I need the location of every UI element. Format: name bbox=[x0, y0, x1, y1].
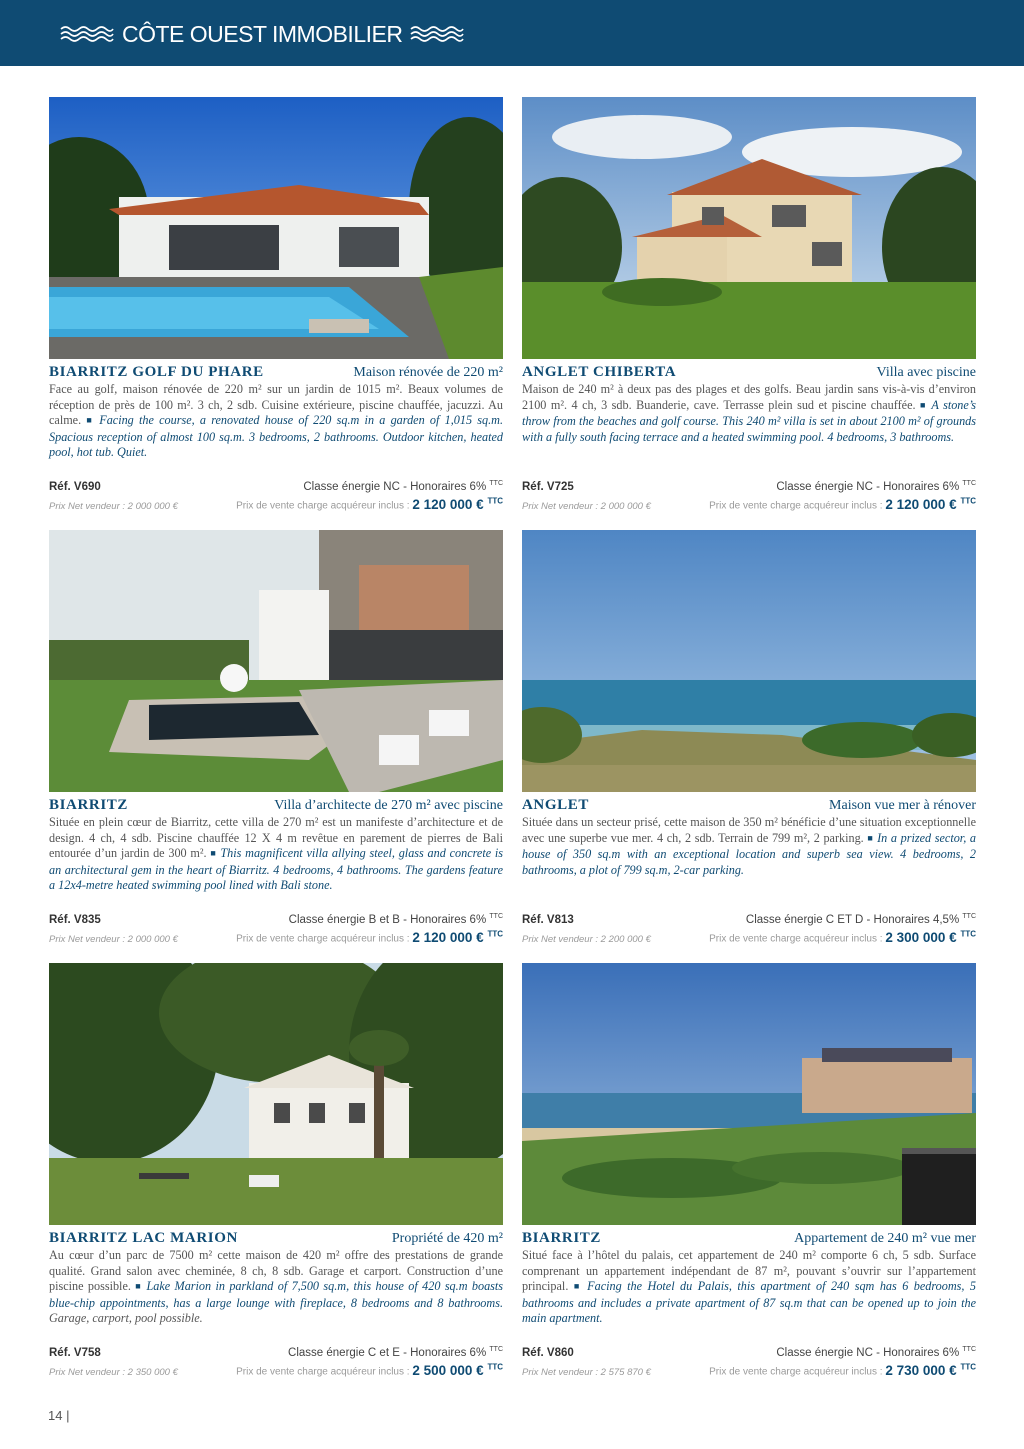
property-type: Villa avec piscine bbox=[876, 365, 976, 380]
listing-meta bbox=[522, 480, 976, 514]
sale-price: 2 500 000 € bbox=[412, 1362, 484, 1378]
square-bullet-icon: ■ bbox=[573, 1281, 582, 1292]
ttc-label: TTC bbox=[962, 1346, 976, 1353]
description-fr: Au cœur d’un parc de 7500 m² cette maison de 420 m² offre des prestations de grande qualité. Grand salon avec cheminée, 8 ch, 8 sdb. Garage et carport. Construction d’une piscine possible. bbox=[49, 1248, 503, 1294]
reference-number: Réf. V835 bbox=[49, 913, 101, 926]
listing-meta bbox=[49, 1346, 503, 1380]
sale-price: 2 120 000 € bbox=[412, 929, 484, 945]
brand-name: CÔTE OUEST IMMOBILIER bbox=[122, 20, 403, 47]
listing-card[interactable] bbox=[49, 97, 504, 512]
energy-class: Classe énergie C ET D - Honoraires 4,5% $^{TTC}$ bbox=[745, 913, 976, 926]
brand-logo[interactable] bbox=[60, 20, 464, 48]
description-fr: Située dans un secteur prisé, cette maison de 350 m² bénéficie d’une situation exceptionnelle avec une superbe vue mer. 4 ch, 2 sdb. Terrain de 799 m², 2 parking. bbox=[522, 815, 976, 845]
property-type: Appartement de 240 m² vue mer bbox=[794, 1231, 976, 1246]
net-seller-price: Prix Net vendeur : 2 000 000 € bbox=[522, 500, 651, 512]
price-line bbox=[236, 496, 503, 512]
reference-number: Réf. V860 bbox=[522, 1346, 574, 1359]
price-label: Prix de vente charge acquéreur inclus : bbox=[709, 500, 883, 512]
page-number: 14 | bbox=[48, 1408, 70, 1423]
net-seller-price: Prix Net vendeur : 2 200 000 € bbox=[522, 933, 651, 945]
description-en: Facing the course, a renovated house of 220 sq.m in a garden of 1,015 sq.m. Spacious reception of almost 100 sq.m. 3 bedrooms, 2 bathrooms. Outdoor kitchen, heated pool, hot tub. Quiet. bbox=[49, 413, 504, 460]
property-photo[interactable] bbox=[49, 530, 503, 792]
header-bar bbox=[0, 0, 1024, 66]
ttc-label: TTC bbox=[489, 480, 503, 487]
property-photo[interactable] bbox=[522, 97, 976, 359]
property-type: Propriété de 420 m² bbox=[391, 1231, 503, 1246]
ttc-label: TTC bbox=[962, 480, 976, 487]
property-description bbox=[522, 1248, 976, 1342]
property-type: Maison rénovée de 220 m² bbox=[353, 365, 503, 380]
ttc-label: TTC bbox=[960, 496, 976, 505]
property-type: Villa d’architecte de 270 m² avec piscine bbox=[274, 798, 503, 813]
reference-number: Réf. V690 bbox=[49, 480, 101, 493]
reference-number: Réf. V725 bbox=[522, 480, 574, 493]
waves-icon bbox=[60, 24, 114, 44]
energy-class: Classe énergie NC - Honoraires 6% $^{TTC}$ bbox=[776, 480, 976, 493]
sale-price: 2 120 000 € bbox=[885, 496, 957, 512]
property-city: ANGLET CHIBERTA bbox=[522, 364, 677, 380]
price-label: Prix de vente charge acquéreur inclus : bbox=[709, 1366, 883, 1378]
listing-card[interactable] bbox=[522, 530, 976, 945]
description-fr: Face au golf, maison rénovée de 220 m² sur un jardin de 1015 m². Beaux volumes de réception de près de 100 m². 3 ch, 2 sdb. Cuisine extérieure, piscine chauffée, jacuzzi. Au calme. bbox=[49, 382, 503, 428]
net-seller-price: Prix Net vendeur : 2 575 870 € bbox=[522, 1366, 651, 1378]
ttc-label: TTC bbox=[962, 913, 976, 920]
property-description bbox=[49, 1248, 503, 1342]
property-type: Maison vue mer à rénover bbox=[829, 798, 976, 813]
energy-class: Classe énergie NC - Honoraires 6% $^{TTC}$ bbox=[776, 1346, 976, 1359]
reference-number: Réf. V813 bbox=[522, 913, 574, 926]
price-line bbox=[709, 1362, 976, 1378]
listing-card[interactable] bbox=[49, 530, 504, 945]
property-city: BIARRITZ bbox=[522, 1230, 601, 1246]
ttc-label: TTC bbox=[489, 913, 503, 920]
description-fr: Située en plein cœur de Biarritz, cette villa de 270 m² est un manifeste d’architecture et de design. 4 ch, 4 sdb. Piscine chauffée 12 X 4 m revêtue en parement de pierres de Bali entourée d’un jardin de 300 m². bbox=[49, 815, 503, 861]
net-seller-price: Prix Net vendeur : 2 350 000 € bbox=[49, 1366, 178, 1378]
ttc-label: TTC bbox=[487, 929, 503, 938]
property-photo[interactable] bbox=[49, 97, 503, 359]
ttc-label: TTC bbox=[960, 1362, 976, 1371]
property-photo[interactable] bbox=[522, 530, 976, 792]
listing-card[interactable] bbox=[49, 963, 504, 1378]
price-line bbox=[709, 929, 976, 945]
listing-meta bbox=[522, 1346, 976, 1380]
property-description bbox=[49, 815, 503, 909]
description-en: Lake Marion in parkland of 7,500 sq.m, this house of 420 sq.m boasts blue-chip appointments, has a large lounge with fireplace, 8 bedrooms and 8 bathrooms. bbox=[49, 1279, 504, 1310]
sale-price: 2 730 000 € bbox=[885, 1362, 957, 1378]
property-city: ANGLET bbox=[522, 797, 589, 813]
square-bullet-icon: ■ bbox=[920, 399, 927, 410]
sale-price: 2 120 000 € bbox=[412, 496, 484, 512]
property-description bbox=[522, 815, 976, 909]
description-en-extra: Garage, carport, pool possible. bbox=[49, 1311, 203, 1326]
listing-meta bbox=[522, 913, 976, 947]
property-description bbox=[49, 382, 503, 476]
description-fr: Situé face à l’hôtel du palais, cet appartement de 240 m² comporte 6 ch, 5 sdb. Surface comprenant un appartement indépendant de 87 m², pouvant s’ouvrir sur l’appartement principal. bbox=[522, 1248, 976, 1294]
net-seller-price: Prix Net vendeur : 2 000 000 € bbox=[49, 500, 178, 512]
energy-class: Classe énergie B et B - Honoraires 6% $^{TTC}$ bbox=[288, 913, 503, 926]
listing-card[interactable] bbox=[522, 97, 977, 512]
ttc-label: TTC bbox=[960, 929, 976, 938]
price-label: Prix de vente charge acquéreur inclus : bbox=[236, 1366, 410, 1378]
price-label: Prix de vente charge acquéreur inclus : bbox=[709, 933, 883, 945]
description-en: A stone’s throw from the beaches and golf course. This 240 m² villa is set in about 2100 m² of grounds with a fully south facing terrace and a heated swimming pool. 4 bedrooms, 3 bathrooms. bbox=[522, 397, 977, 444]
ttc-label: TTC bbox=[487, 1362, 503, 1371]
description-en: In a prized sector, a house of 350 sq.m with an exceptional location and superb sea view. 4 bedrooms, 2 bathrooms, a plot of 799 sq.m, 2-car parking. bbox=[522, 830, 976, 877]
energy-class: Classe énergie C et E - Honoraires 6% $^{TTC}$ bbox=[288, 1346, 503, 1359]
property-photo[interactable] bbox=[522, 963, 976, 1225]
sale-price: 2 300 000 € bbox=[885, 929, 957, 945]
listing-meta bbox=[49, 913, 503, 947]
property-city: BIARRITZ GOLF DU PHARE bbox=[49, 364, 264, 380]
price-line bbox=[709, 496, 976, 512]
price-label: Prix de vente charge acquéreur inclus : bbox=[236, 500, 410, 512]
ttc-label: TTC bbox=[487, 496, 503, 505]
waves-icon bbox=[410, 24, 464, 44]
square-bullet-icon: ■ bbox=[135, 1281, 143, 1292]
property-city: BIARRITZ bbox=[49, 797, 128, 813]
price-line bbox=[236, 1362, 503, 1378]
property-photo[interactable] bbox=[49, 963, 503, 1225]
reference-number: Réf. V758 bbox=[49, 1346, 101, 1359]
square-bullet-icon: ■ bbox=[867, 832, 874, 843]
listing-meta bbox=[49, 480, 503, 514]
net-seller-price: Prix Net vendeur : 2 000 000 € bbox=[49, 933, 178, 945]
price-label: Prix de vente charge acquéreur inclus : bbox=[236, 933, 410, 945]
square-bullet-icon: ■ bbox=[210, 848, 217, 859]
description-en: This magnificent villa allying steel, glass and concrete is an architectural gem in the heart of Biarritz. 4 bedrooms, 4 bathrooms. The gardens feature a 12x4-metre heated swimming pool lined with Bali stone. bbox=[49, 846, 504, 893]
property-description bbox=[522, 382, 976, 476]
description-en: Facing the Hotel du Palais, this apartment of 240 sqm has 6 bedrooms, 5 bathrooms and includes a private apartment of 87 sq.m that can be opened up to join the main apartment. bbox=[522, 1279, 977, 1326]
listing-card[interactable] bbox=[522, 963, 977, 1378]
energy-class: Classe énergie NC - Honoraires 6% $^{TTC}$ bbox=[303, 480, 503, 493]
property-city: BIARRITZ LAC MARION bbox=[49, 1230, 238, 1246]
ttc-label: TTC bbox=[489, 1346, 503, 1353]
square-bullet-icon: ■ bbox=[86, 415, 95, 426]
description-fr: Maison de 240 m² à deux pas des plages et des golfs. Beau jardin sans vis-à-vis d’environ 2100 m². 4 ch, 3 sdb. Buanderie, cave. Terrasse plein sud et piscine chauffée. bbox=[522, 382, 976, 412]
price-line bbox=[236, 929, 503, 945]
